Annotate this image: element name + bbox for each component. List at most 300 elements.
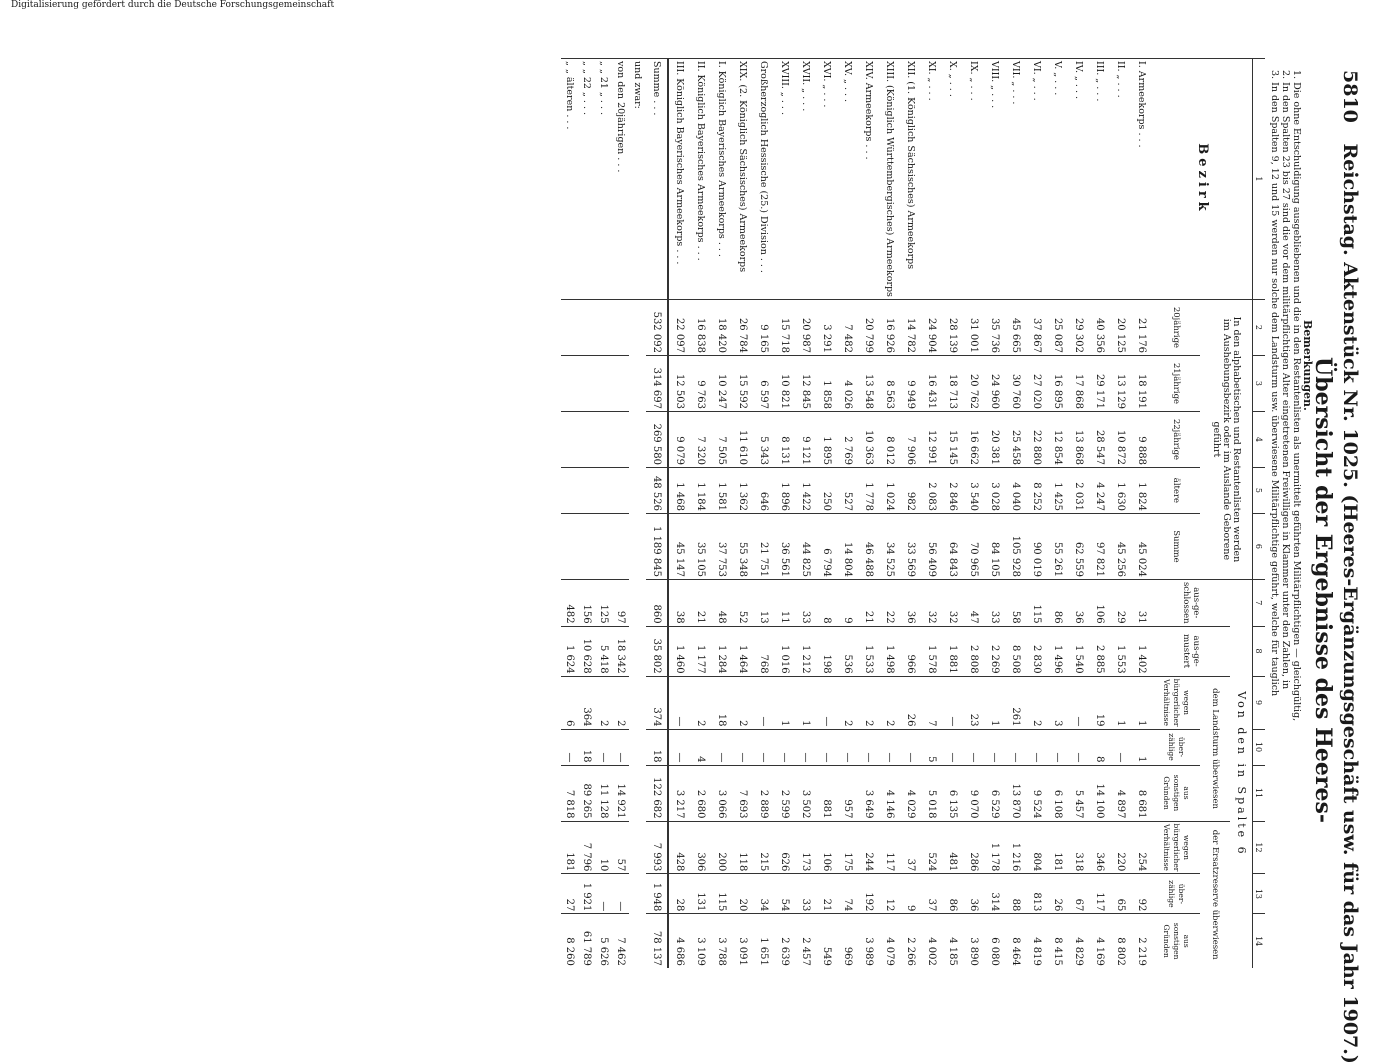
table-cell: 70 965	[963, 513, 984, 579]
table-cell: 7 462	[612, 914, 629, 968]
table-cell: 536	[837, 626, 858, 676]
table-cell: 1 402	[1131, 626, 1152, 676]
table-cell	[561, 411, 578, 467]
table-cell: 3 217	[668, 765, 690, 821]
row-label: II. „ . . .	[1110, 59, 1131, 300]
table-cell: 6 108	[1047, 765, 1068, 821]
table-cell: 1 425	[1047, 467, 1068, 513]
column-number: 4	[1253, 411, 1266, 467]
column-number: 7	[1253, 579, 1266, 626]
table-cell: —	[942, 676, 963, 729]
row-label: VII. „ . . .	[1005, 59, 1026, 300]
table-cell: 1 284	[711, 626, 732, 676]
c2-header: 20jährige	[1152, 299, 1200, 355]
column-number: 3	[1253, 355, 1266, 411]
table-cell: 20 762	[963, 355, 984, 411]
table-row	[816, 59, 837, 968]
table-cell: —	[711, 729, 732, 765]
table-cell: 13 870	[1005, 765, 1026, 821]
table-cell: 2	[732, 676, 753, 729]
table-cell: 7	[921, 676, 942, 729]
table-cell: 18 420	[711, 299, 732, 355]
table-cell: 9	[900, 874, 921, 914]
table-cell: 57	[612, 821, 629, 874]
table-cell: —	[879, 729, 900, 765]
table-cell: 105 928	[1005, 513, 1026, 579]
header-row-1	[1230, 59, 1253, 968]
table-cell: 2 885	[1089, 626, 1110, 676]
column-number-row	[1253, 59, 1266, 968]
table-cell: 10 872	[1110, 411, 1131, 467]
table-cell: 20 381	[984, 411, 1005, 467]
table-row	[774, 59, 795, 968]
table-cell: 18	[578, 729, 595, 765]
row-label: I. Königlich Bayerisches Armeekorps . . .	[711, 59, 732, 300]
table-cell: 36	[1068, 579, 1089, 626]
table-cell: 90 019	[1026, 513, 1047, 579]
table-cell: 4	[690, 729, 711, 765]
header-note: (Heeres-Ergänzungsgeschäft usw. für das Jahr 1907.)	[1339, 494, 1361, 1064]
table-cell: 8 012	[879, 411, 900, 467]
table-cell: 12 991	[921, 411, 942, 467]
table-cell: —	[837, 729, 858, 765]
c14-header: aus sonstigen Gründen	[1152, 914, 1200, 968]
column-number: 12	[1253, 821, 1266, 874]
table-cell: —	[1047, 729, 1068, 765]
table-cell: 25 087	[1047, 299, 1068, 355]
table-cell: 31 001	[963, 299, 984, 355]
table-cell: 5 418	[595, 626, 612, 676]
table-cell: 13 868	[1068, 411, 1089, 467]
table-cell: 3 291	[816, 299, 837, 355]
table-cell: 6 794	[816, 513, 837, 579]
table-cell: 8 464	[1005, 914, 1026, 968]
table-cell: 4 026	[837, 355, 858, 411]
column-number: 13	[1253, 874, 1266, 914]
table-cell: 30 760	[1005, 355, 1026, 411]
row-label: V. „ . . .	[1047, 59, 1068, 300]
table-cell: 18 713	[942, 355, 963, 411]
table-cell: 21 176	[1131, 299, 1152, 355]
table-cell: 198	[816, 626, 837, 676]
ersatzreserve-header: der Ersatzreserve überwiesen	[1200, 821, 1230, 968]
c10-header: über-zählige	[1152, 729, 1200, 765]
table-cell: 1 881	[942, 626, 963, 676]
table-cell: 1 824	[1131, 467, 1152, 513]
remark-item: 3. In den Spalten 9, 12 und 15 werden nur solche dem Landsturm usw. überwiesene Militärpflichtige geführt, welche für tauglich	[1269, 70, 1280, 697]
table-cell: 48 526	[646, 467, 668, 513]
table-cell: 38	[668, 579, 690, 626]
table-cell: 92	[1131, 874, 1152, 914]
table-cell: 1	[1110, 676, 1131, 729]
table-cell: 269 580	[646, 411, 668, 467]
table-cell	[595, 513, 612, 579]
table-row	[668, 59, 690, 968]
table-cell: 254	[1131, 821, 1152, 874]
table-cell: 7 693	[732, 765, 753, 821]
table-cell: 16 431	[921, 355, 942, 411]
table-cell: 47	[963, 579, 984, 626]
row-label: XIV. Armeekorps . . .	[858, 59, 879, 300]
table-cell: 1 177	[690, 626, 711, 676]
remark-item: 1. Die ohne Entschuldigung ausgebliebenen und die in den Restantenlisten als unermittelt geführten Militärpflichtigen — gleichgültig,	[1291, 70, 1302, 722]
sum-row	[646, 59, 668, 968]
table-cell: 16 895	[1047, 355, 1068, 411]
table-cell: 9 121	[795, 411, 816, 467]
table-cell: 1 896	[774, 467, 795, 513]
table-cell: 26	[900, 676, 921, 729]
table-cell: —	[1110, 729, 1131, 765]
table-cell: —	[963, 729, 984, 765]
table-cell: 250	[816, 467, 837, 513]
table-cell: 37	[900, 821, 921, 874]
table-row	[984, 59, 1005, 968]
table-cell: 7 818	[561, 765, 578, 821]
table-cell	[578, 411, 595, 467]
table-cell: —	[1005, 729, 1026, 765]
table-cell: 2	[837, 676, 858, 729]
table-cell: 118	[732, 821, 753, 874]
table-cell: 2	[1026, 676, 1047, 729]
table-cell: 32	[942, 579, 963, 626]
table-cell: 2 846	[942, 467, 963, 513]
table-cell: 11 610	[732, 411, 753, 467]
table-cell: 1 024	[879, 467, 900, 513]
column-number: 14	[1253, 914, 1266, 968]
table-cell: 115	[1026, 579, 1047, 626]
table-cell: 5 018	[921, 765, 942, 821]
table-cell: 2 680	[690, 765, 711, 821]
table-cell: 84 105	[984, 513, 1005, 579]
table-cell	[578, 467, 595, 513]
table-cell: 314 697	[646, 355, 668, 411]
table-cell: —	[984, 729, 1005, 765]
table-cell: 7 482	[837, 299, 858, 355]
table-cell	[561, 355, 578, 411]
row-label: XIX. (2. Königlich Sächsisches) Armeekorps	[732, 59, 753, 300]
row-label: XVI. „ . . .	[816, 59, 837, 300]
table-cell: 532 092	[646, 299, 668, 355]
table-cell: 15 718	[774, 299, 795, 355]
table-cell	[595, 411, 612, 467]
table-cell: 8	[1089, 729, 1110, 765]
table-cell: 16 926	[879, 299, 900, 355]
table-cell: 8 508	[1005, 626, 1026, 676]
table-cell: 45 665	[1005, 299, 1026, 355]
table-cell: 20 987	[795, 299, 816, 355]
table-cell: 131	[690, 874, 711, 914]
table-row	[1068, 59, 1089, 968]
table-cell: 2 083	[921, 467, 942, 513]
table-cell: 56 409	[921, 513, 942, 579]
table-cell: 1 498	[879, 626, 900, 676]
table-cell: 1 651	[753, 914, 774, 968]
table-cell: 4 829	[1068, 914, 1089, 968]
table-cell: 1	[1131, 729, 1152, 765]
table-cell: 14 804	[837, 513, 858, 579]
table-cell: 48	[711, 579, 732, 626]
table-cell: 8 415	[1047, 914, 1068, 968]
table-cell: 45 256	[1110, 513, 1131, 579]
table-cell: 34 525	[879, 513, 900, 579]
table-row	[690, 59, 711, 968]
table-cell: 34	[753, 874, 774, 914]
table-cell: 13 548	[858, 355, 879, 411]
table-cell: 4 185	[942, 914, 963, 968]
table-cell: 54	[774, 874, 795, 914]
table-cell: 37	[921, 874, 942, 914]
table-row	[921, 59, 942, 968]
table-cell: 10 628	[578, 626, 595, 676]
table-cell: 7 505	[711, 411, 732, 467]
table-cell: 29 302	[1068, 299, 1089, 355]
table-cell: 9 888	[1131, 411, 1152, 467]
remarks-title: Bemerkungen.	[1301, 320, 1314, 411]
table-cell: 768	[753, 626, 774, 676]
table-cell: 1 858	[816, 355, 837, 411]
table-cell	[595, 299, 612, 355]
table-cell: 21 751	[753, 513, 774, 579]
table-row	[879, 59, 900, 968]
row-label: I. Armeekorps . . .	[1131, 59, 1152, 300]
table-cell: 55 348	[732, 513, 753, 579]
table-cell: —	[942, 729, 963, 765]
table-cell	[578, 355, 595, 411]
table-cell: 1	[984, 676, 1005, 729]
row-label: X. „ . . .	[942, 59, 963, 300]
table-cell: 28	[668, 874, 690, 914]
table-cell: 192	[858, 874, 879, 914]
column-number: 2	[1253, 299, 1266, 355]
table-cell: —	[612, 874, 629, 914]
table-cell: —	[668, 676, 690, 729]
subtotal-row	[561, 59, 578, 968]
funding-note: Digitalisierung gefördert durch die Deutsche Forschungsgemeinschaft	[11, 0, 335, 10]
table-cell: 1 216	[1005, 821, 1026, 874]
table-cell: 4 169	[1089, 914, 1110, 968]
table-cell	[595, 355, 612, 411]
table-cell: 11	[774, 579, 795, 626]
table-cell: 58	[1005, 579, 1026, 626]
row-label: XIII. (Königlich Württembergisches) Armeekorps	[879, 59, 900, 300]
table-cell: 36	[900, 579, 921, 626]
table-cell: 10 247	[711, 355, 732, 411]
table-cell: —	[595, 874, 612, 914]
table-cell: —	[816, 676, 837, 729]
remarks	[1269, 70, 1313, 990]
table-cell: 64 843	[942, 513, 963, 579]
row-label: XII. (1. Königlich Sächsisches) Armeekorps	[900, 59, 921, 300]
table-cell: 1 460	[668, 626, 690, 676]
table-cell	[561, 513, 578, 579]
table-cell: 3 788	[711, 914, 732, 968]
table-cell: 1 212	[795, 626, 816, 676]
table-cell: 24 904	[921, 299, 942, 355]
table-cell: 122 682	[646, 765, 668, 821]
table-cell: 17 868	[1068, 355, 1089, 411]
table-row	[942, 59, 963, 968]
table-cell: 314	[984, 874, 1005, 914]
table-cell: 173	[795, 821, 816, 874]
table-cell: 318	[1068, 821, 1089, 874]
table-cell: 35 802	[646, 626, 668, 676]
table-cell: 12 503	[668, 355, 690, 411]
table-cell: 8 260	[561, 914, 578, 968]
table-cell: 3 989	[858, 914, 879, 968]
row-label: IV. „ . . .	[1068, 59, 1089, 300]
table-cell	[595, 467, 612, 513]
row-label: „ „ 21 „ . . .	[595, 59, 612, 300]
table-cell: 13	[753, 579, 774, 626]
source-label: Reichstag. Aktenstück Nr. 1025.	[1339, 143, 1361, 488]
table-cell: 1 464	[732, 626, 753, 676]
table-cell: 61 789	[578, 914, 595, 968]
table-cell: 28 547	[1089, 411, 1110, 467]
table-cell: 33	[795, 579, 816, 626]
row-label: Summe . . .	[646, 59, 668, 300]
row-label: III. Königlich Bayerisches Armeekorps . . .	[668, 59, 690, 300]
remark-item: 2. In den Spalten 23 bis 27 sind die vor dem militärpflichtigen Alter eingetretenen Freiwilligen in Klammer unter den Zahlen, in	[1280, 70, 1291, 690]
table-cell: —	[1068, 676, 1089, 729]
table-cell: 21	[690, 579, 711, 626]
table-row	[1047, 59, 1068, 968]
table-cell: 10	[595, 821, 612, 874]
column-number: 9	[1253, 676, 1266, 729]
table-row	[1089, 59, 1110, 968]
table-cell: 9 079	[668, 411, 690, 467]
table-cell	[612, 411, 629, 467]
table-cell: 1 496	[1047, 626, 1068, 676]
table-cell: 32	[921, 579, 942, 626]
column-number: 11	[1253, 765, 1266, 821]
table-cell: 2 889	[753, 765, 774, 821]
table-cell: 18 342	[612, 626, 629, 676]
table-cell: 22	[879, 579, 900, 626]
table-cell: —	[774, 729, 795, 765]
table-cell: 6 529	[984, 765, 1005, 821]
c7-header: aus-ge-schlossen	[1152, 579, 1230, 626]
table-cell: 13 129	[1110, 355, 1131, 411]
table-cell: 14 100	[1089, 765, 1110, 821]
table-cell: 44 825	[795, 513, 816, 579]
table-cell: 35 736	[984, 299, 1005, 355]
table-cell: 5 457	[1068, 765, 1089, 821]
table-cell: 14 782	[900, 299, 921, 355]
table-cell: 12 845	[795, 355, 816, 411]
table-cell: 25 458	[1005, 411, 1026, 467]
table-cell: 88	[1005, 874, 1026, 914]
table-cell: 37 753	[711, 513, 732, 579]
table-cell: 1 540	[1068, 626, 1089, 676]
table-cell: 19	[1089, 676, 1110, 729]
table-cell: 36 561	[774, 513, 795, 579]
table-cell: 1 533	[858, 626, 879, 676]
table-cell: 1 362	[732, 467, 753, 513]
table-cell: 969	[837, 914, 858, 968]
table-row	[795, 59, 816, 968]
table-cell: 62 559	[1068, 513, 1089, 579]
table-cell: 11 128	[595, 765, 612, 821]
table-cell: 8 681	[1131, 765, 1152, 821]
table-cell: 3 649	[858, 765, 879, 821]
table-cell: 15 145	[942, 411, 963, 467]
empty-cell	[629, 299, 646, 967]
document-title: Übersicht der Ergebnisse des Heeres-	[1310, 357, 1336, 823]
table-row	[732, 59, 753, 968]
table-cell: 374	[646, 676, 668, 729]
table-cell: 1 553	[1110, 626, 1131, 676]
row-label: XVIII. „ . . .	[774, 59, 795, 300]
table-cell: 4 247	[1089, 467, 1110, 513]
table-row	[900, 59, 921, 968]
table-row	[1026, 59, 1047, 968]
table-cell: 2 266	[900, 914, 921, 968]
table-cell: 1 468	[668, 467, 690, 513]
table-cell	[612, 467, 629, 513]
table-cell: 8 563	[879, 355, 900, 411]
table-cell: 1	[795, 676, 816, 729]
table-cell: 45 147	[668, 513, 690, 579]
page-header	[1339, 70, 1361, 1064]
table-cell: 1 581	[711, 467, 732, 513]
table-cell: 1 921	[578, 874, 595, 914]
table-cell: 9 165	[753, 299, 774, 355]
row-label: VI. „ . . .	[1026, 59, 1047, 300]
table-cell: 8 802	[1110, 914, 1131, 968]
table-cell: 46 488	[858, 513, 879, 579]
table-cell: 9	[837, 579, 858, 626]
table-cell: 1 630	[1110, 467, 1131, 513]
table-cell: 8 131	[774, 411, 795, 467]
subtotal-row	[612, 59, 629, 968]
table-cell: 2 769	[837, 411, 858, 467]
table-cell: 6 135	[942, 765, 963, 821]
table-cell: —	[1026, 729, 1047, 765]
table-cell: —	[668, 729, 690, 765]
table-cell: —	[753, 729, 774, 765]
table-cell: 21	[816, 874, 837, 914]
table-cell: 215	[753, 821, 774, 874]
table-cell: 12	[879, 874, 900, 914]
table-cell: 482	[561, 579, 578, 626]
table-cell: 40 356	[1089, 299, 1110, 355]
table-cell: 29 171	[1089, 355, 1110, 411]
table-cell: 2 830	[1026, 626, 1047, 676]
page-number: 5810	[1339, 70, 1361, 123]
table-cell: 8 252	[1026, 467, 1047, 513]
table-cell: 1 422	[795, 467, 816, 513]
table-cell: 3 066	[711, 765, 732, 821]
table-cell: 2 269	[984, 626, 1005, 676]
von-den-header: Von den in Spalte 6	[1230, 579, 1253, 967]
table-cell: 9 763	[690, 355, 711, 411]
table-cell: 6 597	[753, 355, 774, 411]
table-cell: 33	[795, 874, 816, 914]
table-cell: 4 819	[1026, 914, 1047, 968]
table-cell: 10 363	[858, 411, 879, 467]
table-cell: 3 502	[795, 765, 816, 821]
table-cell: 3 109	[690, 914, 711, 968]
c12-header: wegen bürgerlicher Verhältnisse	[1152, 821, 1200, 874]
table-cell: 2	[879, 676, 900, 729]
table-cell: 1	[774, 676, 795, 729]
table-cell: 3 091	[732, 914, 753, 968]
table-cell	[612, 299, 629, 355]
table-row	[711, 59, 732, 968]
table-cell: 1 895	[816, 411, 837, 467]
table-cell: 2 031	[1068, 467, 1089, 513]
row-label: II. Königlich Bayerisches Armeekorps . . .	[690, 59, 711, 300]
